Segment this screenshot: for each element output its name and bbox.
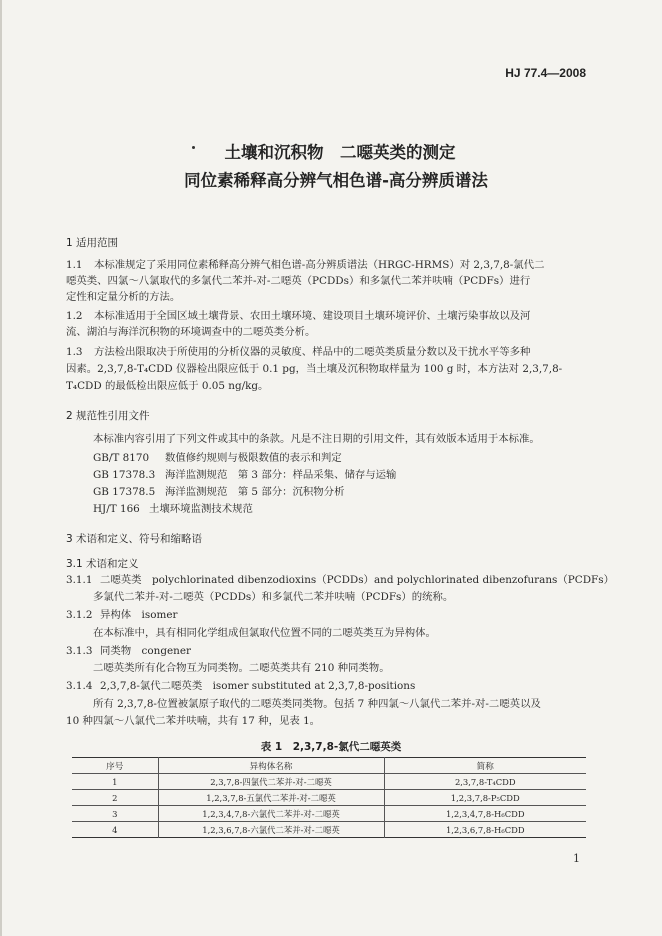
page-edge (0, 0, 2, 936)
reference-title: 数值修约规则与极限数值的表示和判定 (165, 452, 342, 464)
para-1-1-line-1 (66, 258, 544, 272)
table-cell: 2,3,7,8-四氯代二苯并-对-二噁英 (158, 774, 384, 790)
isomer-table (72, 757, 586, 838)
table-cell: 4 (72, 822, 158, 838)
reference-title: 土壤环境监测技术规范 (149, 503, 253, 515)
term-3-1-2-head (66, 608, 177, 622)
term-heading: 2,3,7,8-氯代二噁英类 isomer substituted at 2,3,7,8-positions (100, 680, 416, 692)
table-row (72, 806, 586, 822)
subsection-3-1-heading: 3.1 术语和定义 (66, 558, 139, 570)
table-cell: 1,2,3,6,7,8-六氯代二苯并-对-二噁英 (158, 822, 384, 838)
clause-number: 3.1.4 (66, 680, 93, 692)
standard-code: HJ 77.4—2008 (505, 66, 586, 80)
reference-item (93, 485, 344, 499)
term-heading: 二噁英类 polychlorinated dibenzodioxins（PCDDs）and polychlorinated dibenzofurans（PCDFs） (100, 574, 614, 586)
para-text: 本标准规定了采用同位素稀释高分辨气相色谱-高分辨质谱法（HRGC-HRMS）对 2,3,7,8-氯代二 (94, 259, 545, 271)
table-row (72, 822, 586, 838)
table-cell: 1 (72, 774, 158, 790)
reference-code: GB/T 8170 (93, 452, 150, 464)
table-cell: 3 (72, 806, 158, 822)
table-cell: 1,2,3,4,7,8-六氯代二苯并-对-二噁英 (158, 806, 384, 822)
reference-code: HJ/T 166 (93, 503, 140, 515)
section-2-intro: 本标准内容引用了下列文件或其中的条款。凡是不注日期的引用文件，其有效版本适用于本标准。 (93, 433, 540, 445)
clause-number: 1.1 (66, 259, 83, 271)
para-1-3-line-3: T₄CDD 的最低检出限应低于 0.05 ng/kg。 (66, 380, 269, 392)
para-1-1-line-2: 噁英类、四氯～八氯取代的多氯代二苯并-对-二噁英（PCDDs）和多氯代二苯并呋喃（PCDFs）进行 (66, 275, 531, 287)
reference-title: 海洋监测规范 第 5 部分：沉积物分析 (165, 486, 345, 498)
term-heading: 异构体 isomer (100, 609, 178, 621)
section-1-heading: 1 适用范围 (66, 237, 119, 249)
para-1-3-line-2: 因素。2,3,7,8-T₄CDD 仪器检出限应低于 0.1 pg，当土壤及沉积物取样量为 100 g 时，本方法对 2,3,7,8- (66, 363, 563, 375)
term-3-1-4-head (66, 679, 415, 693)
table-cell: 2 (72, 790, 158, 806)
page-number: 1 (573, 852, 580, 865)
clause-number: 3.1.3 (66, 645, 93, 657)
term-3-1-2-body: 在本标准中，具有相同化学组成但氯取代位置不同的二噁英类互为异构体。 (93, 627, 436, 639)
table-header-row (72, 758, 586, 774)
title-line-1: 土壤和沉积物 二噁英类的测定 (224, 143, 456, 162)
clause-number: 1.2 (66, 310, 83, 322)
section-2-heading: 2 规范性引用文件 (66, 410, 150, 422)
reference-code: GB 17378.3 (93, 469, 156, 481)
table-cell: 1,2,3,7,8-五氯代二苯并-对-二噁英 (158, 790, 384, 806)
table-cell: 1,2,3,4,7,8-H₆CDD (384, 806, 586, 822)
para-text: 本标准适用于全国区域土壤背景、农田土壤环境、建设项目土壤环境评价、土壤污染事故以及河 (94, 310, 531, 322)
term-3-1-1-body: 多氯代二苯并-对-二噁英（PCDDs）和多氯代二苯并呋喃（PCDFs）的统称。 (93, 591, 454, 603)
reference-code: GB 17378.5 (93, 486, 156, 498)
table-row (72, 774, 586, 790)
section-3-heading: 3 术语和定义、符号和缩略语 (66, 533, 203, 545)
table-cell: 1,2,3,7,8-P₅CDD (384, 790, 586, 806)
reference-item (93, 502, 253, 516)
para-1-2-line-1 (66, 309, 530, 323)
title-line-2: 同位素稀释高分辨气相色谱-高分辨质谱法 (184, 171, 488, 190)
para-1-1-line-3: 定性和定量分析的方法。 (66, 291, 181, 303)
reference-item (93, 451, 342, 465)
clause-number: 1.3 (66, 346, 83, 358)
column-header: 序号 (72, 758, 158, 774)
term-heading: 同类物 congener (100, 645, 191, 657)
term-3-1-3-head (66, 644, 191, 658)
column-header: 简称 (384, 758, 586, 774)
table-cell: 1,2,3,6,7,8-H₆CDD (384, 822, 586, 838)
term-3-1-1-head (66, 573, 614, 587)
reference-item (93, 468, 396, 482)
para-text: 方法检出限取决于所使用的分析仪器的灵敏度、样品中的二噁英类质量分数以及干扰水平等多种 (94, 346, 531, 358)
term-3-1-3-body: 二噁英类所有化合物互为同类物。二噁英类共有 210 种同类物。 (93, 662, 390, 674)
table-title: 表 1 2,3,7,8-氯代二噁英类 (260, 741, 402, 753)
clause-number: 3.1.2 (66, 609, 93, 621)
table-row (72, 790, 586, 806)
table-cell: 2,3,7,8-T₄CDD (384, 774, 586, 790)
term-3-1-4-body-1: 所有 2,3,7,8-位置被氯原子取代的二噁英类同类物。包括 7 种四氯～八氯代二苯并-对-二噁英以及 (93, 698, 541, 710)
para-1-2-line-2: 流、湖泊与海洋沉积物的环境调查中的二噁英类分析。 (66, 326, 316, 338)
column-header: 异构体名称 (158, 758, 384, 774)
clause-number: 3.1.1 (66, 574, 93, 586)
para-1-3-line-1 (66, 345, 530, 359)
reference-title: 海洋监测规范 第 3 部分：样品采集、储存与运输 (165, 469, 397, 481)
term-3-1-4-body-2: 10 种四氯～八氯代二苯并呋喃，共有 17 种，见表 1。 (66, 715, 321, 727)
